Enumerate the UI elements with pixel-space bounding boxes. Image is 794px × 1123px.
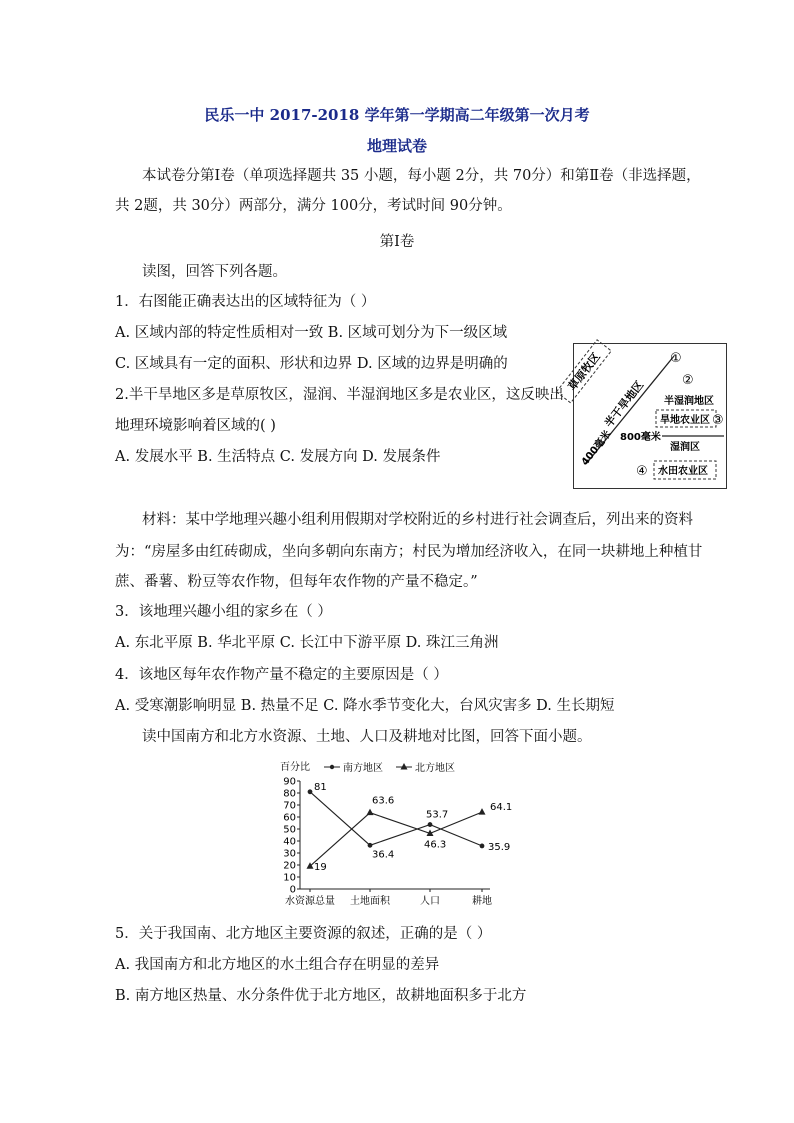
q2-stem-line-2: 地理环境影响着区域的( ) (115, 418, 276, 434)
label-800mm: 800毫米 (620, 432, 661, 443)
north-point (479, 808, 486, 815)
south-data-label: 35.9 (488, 841, 511, 853)
intro-line-2: 共 2题，共 30分）两部分，满分 100分，考试时间 90分钟。 (115, 198, 512, 214)
y-tick-label: 50 (283, 824, 296, 836)
region-diagram-svg (565, 344, 726, 488)
south-point (308, 789, 313, 794)
y-tick-label: 0 (289, 884, 296, 896)
north-point (367, 809, 374, 816)
label-dryfarm: 旱地农业区 (660, 415, 710, 426)
south-data-label: 53.7 (426, 809, 449, 821)
q2-options: A. 发展水平 B. 生活特点 C. 发展方向 D. 发展条件 (115, 449, 441, 465)
south-data-label: 81 (314, 781, 327, 793)
subject-title: 地理试卷 (366, 137, 427, 155)
legend-north-marker (401, 763, 408, 770)
marker-2: ② (682, 373, 694, 388)
q1-options-ab: A. 区域内部的特定性质相对一致 B. 区域可划分为下一级区域 (115, 325, 508, 341)
label-400mm: 400毫米 (579, 428, 614, 468)
material-line-1: 材料：某中学地理兴趣小组利用假期对学校附近的乡村进行社会调查后，列出来的资料 (142, 512, 693, 528)
north-data-label: 19 (314, 862, 327, 874)
q5-option-b: B. 南方地区热量、水分条件优于北方地区，故耕地面积多于北方 (115, 988, 527, 1004)
series-lines (307, 789, 486, 868)
label-pasture: 草原牧区 (565, 350, 603, 394)
q1-stem: 1．右图能正确表达出的区域特征为（ ） (115, 294, 376, 310)
label-semihumid: 半湿润地区 (664, 396, 714, 407)
material-line-3: 蔗、番薯、粉豆等农作物，但每年农作物的产量不稳定。” (115, 574, 478, 590)
x-ticks (285, 889, 492, 907)
legend-south-marker (330, 765, 334, 769)
section-heading: 第Ⅰ卷 (379, 234, 415, 250)
chart-legend (324, 761, 455, 774)
pasture-box (556, 340, 611, 403)
marker-3: ③ (712, 413, 724, 428)
south-point (368, 843, 373, 848)
series-line-2 (310, 809, 482, 866)
series-line-1 (310, 792, 482, 846)
q5-stem: 5．关于我国南、北方地区主要资源的叙述，正确的是（ ） (115, 926, 492, 942)
marker-4: ④ (636, 464, 648, 479)
y-tick-label: 70 (283, 800, 296, 812)
group1-instruction: 读图，回答下列各题。 (142, 264, 287, 280)
north-point (307, 862, 314, 869)
y-tick-label: 60 (283, 812, 296, 824)
legend-south-label: 南方地区 (343, 763, 383, 774)
south-point (428, 822, 433, 827)
q3-options: A. 东北平原 B. 华北平原 C. 长江中下游平原 D. 珠江三角洲 (115, 635, 499, 651)
q5-option-a: A. 我国南方和北方地区的水土组合存在明显的差异 (115, 957, 440, 973)
marker-1: ① (670, 351, 682, 366)
x-tick-label: 水资源总量 (285, 896, 335, 907)
group3-instruction: 读中国南方和北方水资源、土地、人口及耕地对比图，回答下面小题。 (142, 729, 592, 745)
x-tick-label: 耕地 (472, 896, 492, 907)
q2-stem-line-1: 2.半干旱地区多是草原牧区，湿润、半湿润地区多是农业区，这反映出 (115, 387, 564, 403)
resource-chart-svg (278, 759, 513, 909)
label-paddy: 水田农业区 (658, 466, 708, 477)
region-diagram (565, 343, 727, 489)
label-humid: 湿润区 (670, 442, 700, 453)
north-data-label: 64.1 (490, 802, 513, 814)
chart-ylabel: 百分比 (280, 762, 310, 773)
y-ticks (283, 777, 300, 896)
y-tick-label: 20 (283, 860, 296, 872)
x-tick-label: 人口 (420, 896, 440, 907)
q1-options-cd: C. 区域具有一定的面积、形状和边界 D. 区域的边界是明确的 (115, 356, 508, 372)
material-line-2: 为：“房屋多由红砖砌成，坐向多朝向东南方；村民为增加经济收入，在同一块耕地上种植甘 (115, 544, 703, 560)
y-tick-label: 30 (283, 848, 296, 860)
exam-title: 民乐一中 2017-2018 学年第一学期高二年级第一次月考 (204, 106, 590, 124)
y-tick-label: 40 (283, 836, 296, 848)
north-data-label: 63.6 (372, 795, 395, 807)
south-point (480, 844, 485, 849)
resource-chart (278, 759, 513, 909)
q4-options: A. 受寒潮影响明显 B. 热量不足 C. 降水季节变化大，台风灾害多 D. 生长期短 (115, 698, 615, 714)
north-data-label: 46.3 (424, 839, 447, 851)
y-tick-label: 90 (283, 776, 296, 788)
y-tick-label: 80 (283, 788, 296, 800)
y-tick-label: 10 (283, 872, 296, 884)
q3-stem: 3．该地理兴趣小组的家乡在（ ） (115, 604, 332, 620)
south-data-label: 36.4 (372, 849, 395, 861)
legend-north-label: 北方地区 (415, 763, 455, 774)
label-semiarid: 半干旱地区 (602, 378, 647, 430)
intro-line-1: 本试卷分第Ⅰ卷（单项选择题共 35 小题，每小题 2分，共 70分）和第Ⅱ卷（非选择题， (142, 168, 701, 184)
x-tick-label: 土地面积 (350, 896, 390, 907)
q4-stem: 4．该地区每年农作物产量不稳定的主要原因是（ ） (115, 667, 448, 683)
